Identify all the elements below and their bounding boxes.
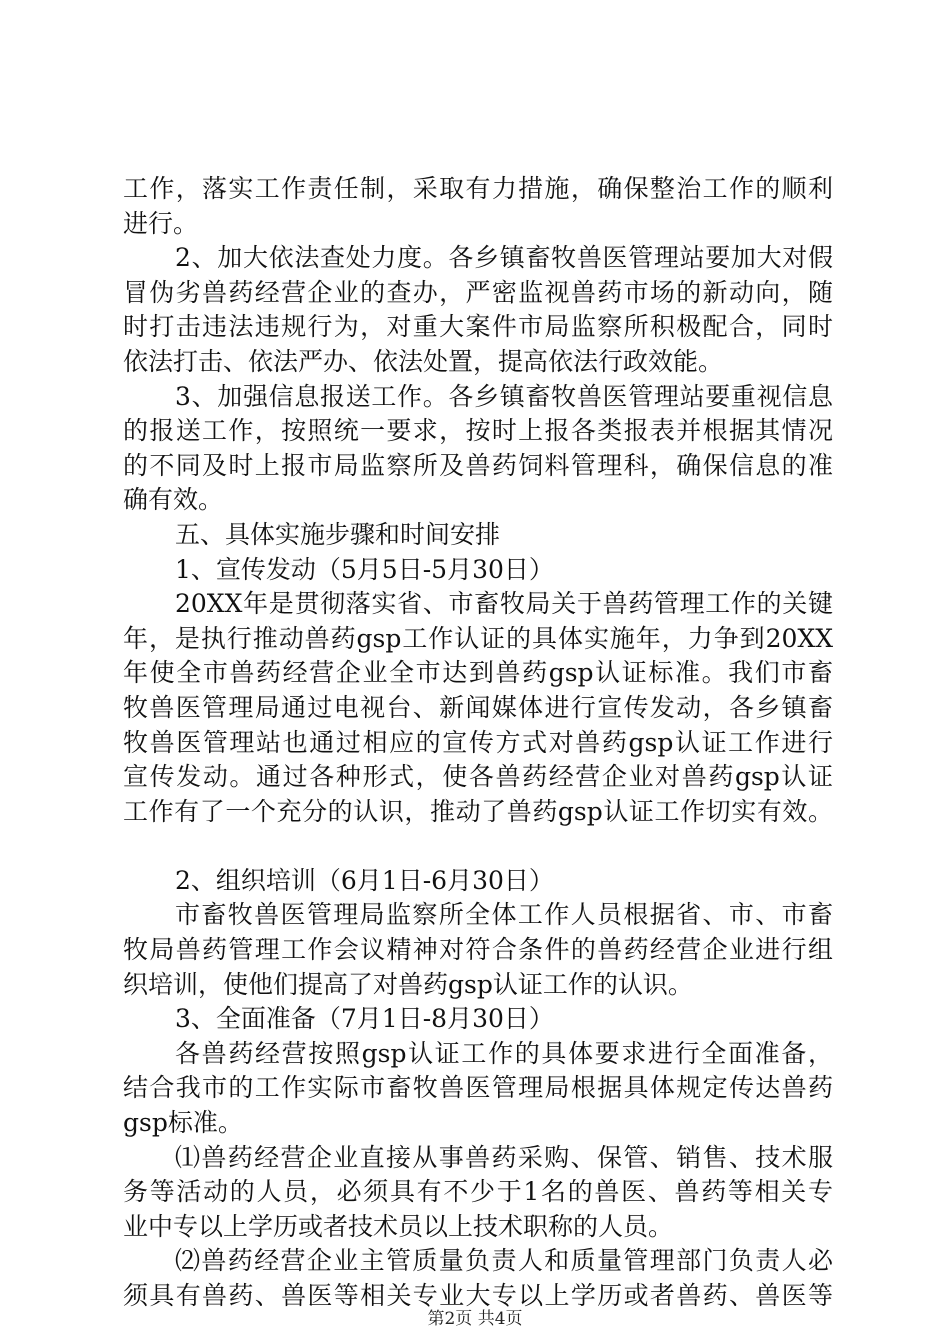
text-line: 牧兽医管理站也通过相应的宣传方式对兽药gsp认证工作进行 [123,727,833,757]
text-line: 工作有了一个充分的认识，推动了兽药gsp认证工作切实有效。 [123,796,833,826]
text-line: 2、加大依法查处力度。各乡镇畜牧兽医管理站要加大对假 [175,243,833,273]
text-line: 冒伪劣兽药经营企业的查办，严密监视兽药市场的新动向，随 [123,277,833,307]
text-line: 确有效。 [123,485,224,515]
text-line: 宣传发动。通过各种形式，使各兽药经营企业对兽药gsp认证 [123,762,833,792]
text-line: 须具有兽药、兽医等相关专业大专以上学历或者兽药、兽医等 [123,1281,833,1310]
text-line: 3、全面准备（7月1日-8月30日） [175,1004,554,1034]
text-line: 结合我市的工作实际市畜牧兽医管理局根据具体规定传达兽药 [123,1073,833,1103]
text-line: 20XX年是贯彻落实省、市畜牧局关于兽药管理工作的关键 [175,589,833,619]
text-line: 的不同及时上报市局监察所及兽药饲料管理科，确保信息的准 [123,450,833,480]
text-line: 的报送工作，按照统一要求，按时上报各类报表并根据其情况 [123,416,833,446]
text-line: 务等活动的人员，必须具有不少于1名的兽医、兽药等相关专 [123,1177,833,1207]
text-line: 各兽药经营按照gsp认证工作的具体要求进行全面准备， [175,1038,833,1068]
text-line: ⑵兽药经营企业主管质量负责人和质量管理部门负责人必 [175,1246,833,1276]
text-line: 织培训，使他们提高了对兽药gsp认证工作的认识。 [123,969,693,999]
text-line: 市畜牧兽医管理局监察所全体工作人员根据省、市、市畜 [175,900,833,930]
document-body [123,172,833,1314]
text-line: ⑴兽药经营企业直接从事兽药采购、保管、销售、技术服 [175,1142,833,1172]
text-line: 时打击违法违规行为，对重大案件市局监察所积极配合，同时 [123,312,833,342]
text-line: gsp标准。 [123,1108,243,1138]
text-line: 牧局兽药管理工作会议精神对符合条件的兽药经营企业进行组 [123,935,833,965]
text-line: 3、加强信息报送工作。各乡镇畜牧兽医管理站要重视信息 [175,381,833,411]
text-line: 1、宣传发动（5月5日-5月30日） [175,554,554,584]
text-line: 年使全市兽药经营企业全市达到兽药gsp认证标准。我们市畜 [123,658,833,688]
text-line: 2、组织培训（6月1日-6月30日） [175,865,554,895]
text-line: 年，是执行推动兽药gsp工作认证的具体实施年，力争到20XX [123,623,833,653]
blank-line [123,829,833,864]
text-line: 工作，落实工作责任制，采取有力措施，确保整治工作的顺利 [123,174,833,203]
text-line: 五、具体实施步骤和时间安排 [175,519,501,549]
text-line: 进行。 [123,208,199,238]
text-line: 牧兽医管理局通过电视台、新闻媒体进行宣传发动，各乡镇畜 [123,692,833,722]
text-line: 业中专以上学历或者技术员以上技术职称的人员。 [123,1211,674,1241]
page-footer: 第2页 共4页 [427,1309,523,1329]
text-line: 依法打击、依法严办、依法处置，提高依法行政效能。 [123,346,724,376]
